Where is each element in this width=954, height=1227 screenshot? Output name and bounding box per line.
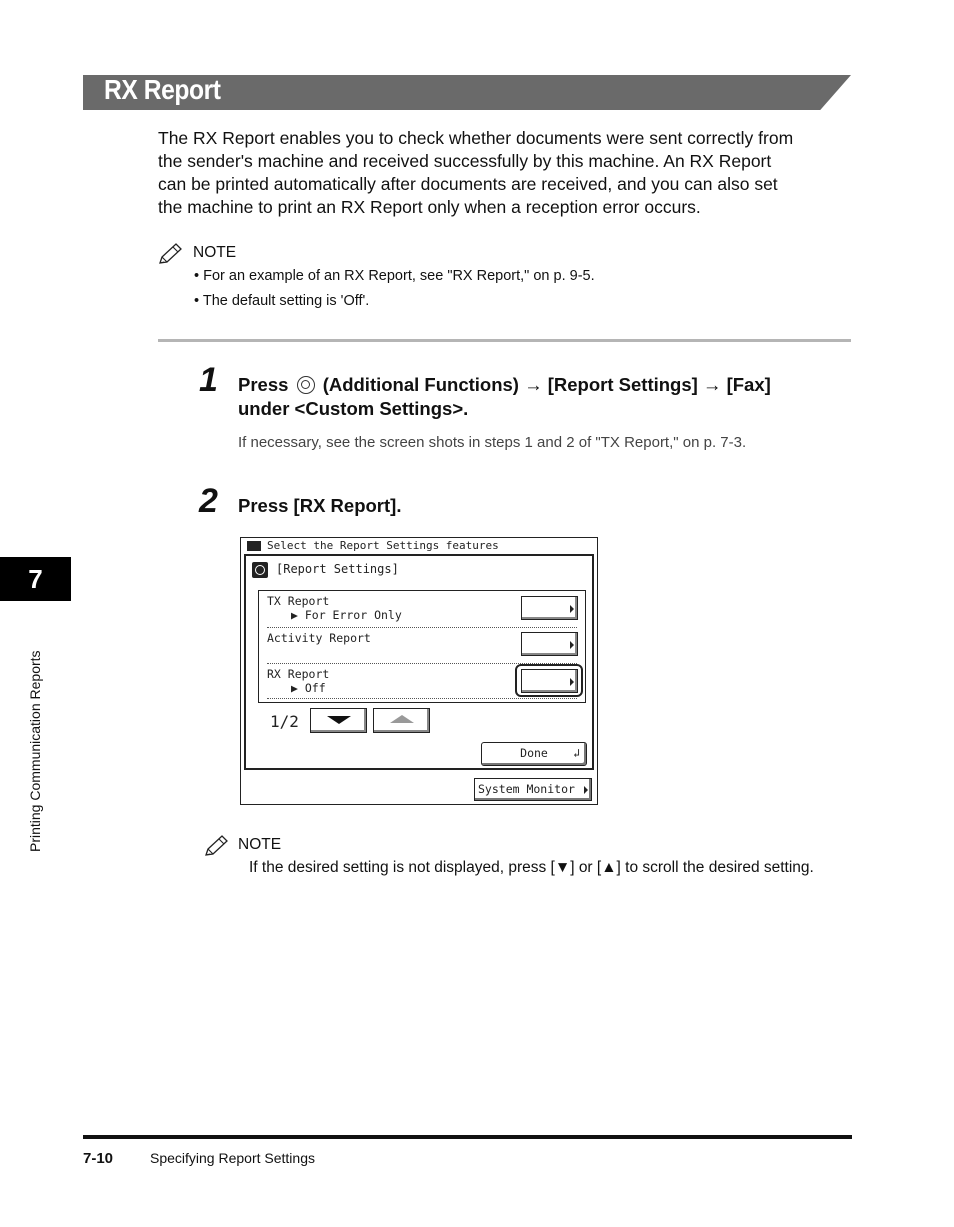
note-label: NOTE (238, 836, 282, 853)
tx-report-button[interactable] (521, 596, 578, 620)
row-label: Activity Report (267, 631, 371, 645)
chevron-right-icon (584, 786, 588, 794)
step-number: 2 (199, 482, 218, 520)
pencil-note-icon (157, 242, 185, 266)
rx-report-button[interactable] (521, 669, 578, 693)
scroll-down-button[interactable] (310, 708, 367, 733)
page-indicator: 1/2 (270, 712, 299, 731)
device-screen (240, 537, 598, 805)
note-bullet-text: For an example of an RX Report, see "RX Report," on p. 9-5. (203, 268, 595, 284)
row-value: ▶ For Error Only (291, 608, 402, 622)
footer-title: Specifying Report Settings (150, 1150, 315, 1166)
step-text-rest: (Additional Functions) → [Report Settings] → [Fax] (322, 374, 771, 395)
row-value: ▶ Off (291, 681, 326, 695)
step-instruction (238, 373, 771, 397)
section-divider (158, 339, 851, 342)
intro-paragraph (158, 127, 858, 219)
section-title: RX Report (104, 74, 221, 105)
step-instruction-line2: under <Custom Settings>. (238, 398, 469, 419)
intro-line: the machine to print an RX Report only when a reception error occurs. (158, 197, 701, 217)
pencil-note-icon (203, 834, 231, 858)
up-arrow-icon (390, 715, 414, 723)
footer-rule (83, 1135, 852, 1139)
step-instruction: Press [RX Report]. (238, 495, 402, 516)
chapter-number: 7 (28, 564, 43, 594)
step-number: 1 (199, 361, 218, 399)
done-button[interactable] (481, 742, 587, 766)
note-bullet-text: The default setting is 'Off'. (202, 293, 370, 309)
system-monitor-label: System Monitor (478, 782, 575, 796)
settings-icon (252, 562, 268, 578)
report-settings-panel (244, 554, 594, 770)
note-bullet: • For an example of an RX Report, see "RX Report," on p. 9-5. (194, 268, 595, 284)
intro-line: the sender's machine and received successfully by this machine. An RX Report (158, 151, 772, 171)
system-monitor-button[interactable] (474, 778, 592, 801)
row-divider (267, 698, 577, 699)
note-bullet: • The default setting is 'Off'. (194, 293, 370, 309)
done-label: Done (520, 746, 548, 760)
enter-icon: ↲ (573, 746, 580, 760)
step-text-press: Press (238, 374, 289, 395)
row-label: TX Report (267, 594, 330, 608)
step-subtext: If necessary, see the screen shots in steps 1 and 2 of "TX Report," on p. 7-3. (238, 434, 747, 451)
activity-report-button[interactable] (521, 632, 578, 656)
additional-functions-icon (297, 376, 315, 394)
screen-top-strip (243, 539, 594, 553)
note-text: If the desired setting is not displayed, press [▼] or [▲] to scroll the desired setting. (249, 859, 814, 876)
scroll-up-button[interactable] (373, 708, 430, 733)
panel-header: [Report Settings] (276, 562, 399, 576)
row-label: RX Report (267, 667, 330, 681)
intro-line: can be printed automatically after documents are received, and you can also set (158, 174, 778, 194)
settings-list (258, 590, 586, 703)
chapter-label: Printing Communication Reports (27, 650, 43, 852)
intro-line: The RX Report enables you to check whether documents were sent correctly from (158, 128, 794, 148)
row-divider (267, 627, 577, 628)
top-strip-text: Select the Report Settings features (267, 539, 499, 552)
down-arrow-icon (327, 716, 351, 724)
page-number: 7-10 (83, 1150, 114, 1167)
note-label: NOTE (193, 244, 237, 261)
